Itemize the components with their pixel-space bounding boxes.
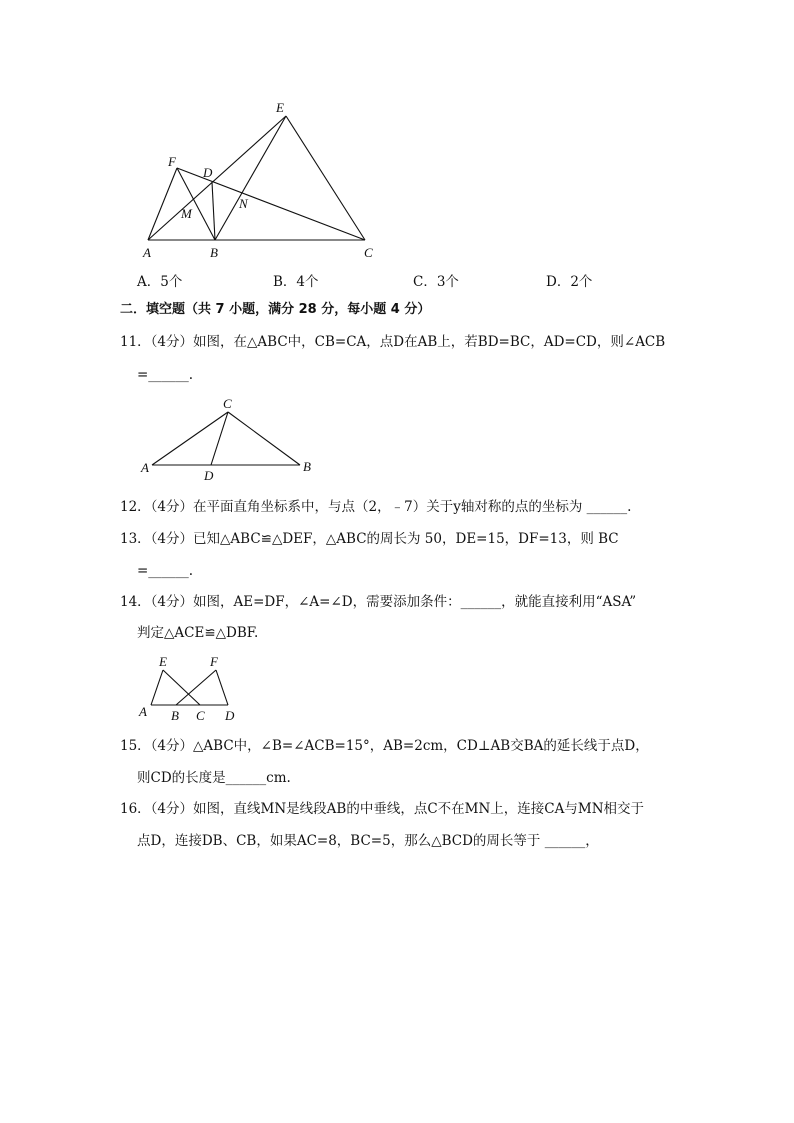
segment-EB xyxy=(215,116,286,240)
label-M: M xyxy=(181,206,192,221)
label-D: D xyxy=(204,468,214,483)
label-E: E xyxy=(159,654,167,669)
label-D: D xyxy=(203,165,213,180)
label-C: C xyxy=(364,245,373,260)
q11-line1: 11．（4分）如图，在△ABC中，CB=CA，点D在AB上，若BD=BC，AD=CD，则∠ACB xyxy=(120,334,666,350)
q13-line2: =______. xyxy=(137,563,194,579)
segment-AC xyxy=(152,412,228,465)
label-B: B xyxy=(210,245,218,260)
q16-line1: 16．（4分）如图，直线MN是线段AB的中垂线，点C不在MN上，连接CA与MN相交于 xyxy=(120,801,645,817)
label-C: C xyxy=(223,396,232,411)
label-B: B xyxy=(171,708,179,722)
q10-options xyxy=(0,270,794,290)
figure-q14 xyxy=(133,652,243,722)
section-title: 二．填空题（共 7 小题，满分 28 分，每小题 4 分） xyxy=(120,302,431,317)
q14-line2: 判定△ACE≌△DBF. xyxy=(137,625,259,641)
segment-EC xyxy=(286,116,365,240)
option-d: D．2个 xyxy=(546,274,593,290)
figure-q11-svg xyxy=(135,393,325,483)
figure-q10 xyxy=(130,95,390,265)
option-a: A．5个 xyxy=(137,274,183,290)
label-A: A xyxy=(139,704,147,719)
label-B: B xyxy=(303,459,311,474)
segment-AE xyxy=(151,670,163,705)
figure-q11 xyxy=(135,393,325,483)
label-N: N xyxy=(239,196,248,211)
q14-line1: 14．（4分）如图，AE=DF，∠A=∠D，需要添加条件：______，就能直接利用“ASA” xyxy=(120,594,637,610)
label-D: D xyxy=(225,708,235,722)
label-E: E xyxy=(276,100,284,115)
q15-line2: 则CD的长度是______cm. xyxy=(137,770,291,786)
segment-DF xyxy=(216,670,228,705)
label-A: A xyxy=(143,245,151,260)
label-F: F xyxy=(210,654,218,669)
q12-line1: 12．（4分）在平面直角坐标系中，与点（2，﹣7）关于y轴对称的点的坐标为 ______. xyxy=(120,499,632,515)
q16-line2: 点D，连接DB、CB，如果AC=8，BC=5，那么△BCD的周长等于 ______， xyxy=(137,833,599,849)
label-C: C xyxy=(196,708,205,722)
label-F: F xyxy=(168,154,176,169)
q13-line1: 13．（4分）已知△ABC≌△DEF，△ABC的周长为 50，DE=15，DF=13，则 BC xyxy=(120,531,619,547)
segment-DB xyxy=(212,182,215,240)
segment-CB xyxy=(228,412,300,465)
figure-q10-svg xyxy=(130,95,390,265)
option-b: B．4个 xyxy=(273,274,319,290)
segment-AF xyxy=(148,168,177,240)
segment-AE xyxy=(148,116,286,240)
q15-line1: 15．（4分）△ABC中，∠B=∠ACB=15°，AB=2cm，CD⊥AB交BA的延长线于点D， xyxy=(120,738,649,754)
option-c: C．3个 xyxy=(413,274,459,290)
figure-q14-svg xyxy=(133,652,243,722)
segment-CD xyxy=(211,412,228,465)
label-A: A xyxy=(141,460,149,475)
q11-line2: =______. xyxy=(137,367,194,383)
